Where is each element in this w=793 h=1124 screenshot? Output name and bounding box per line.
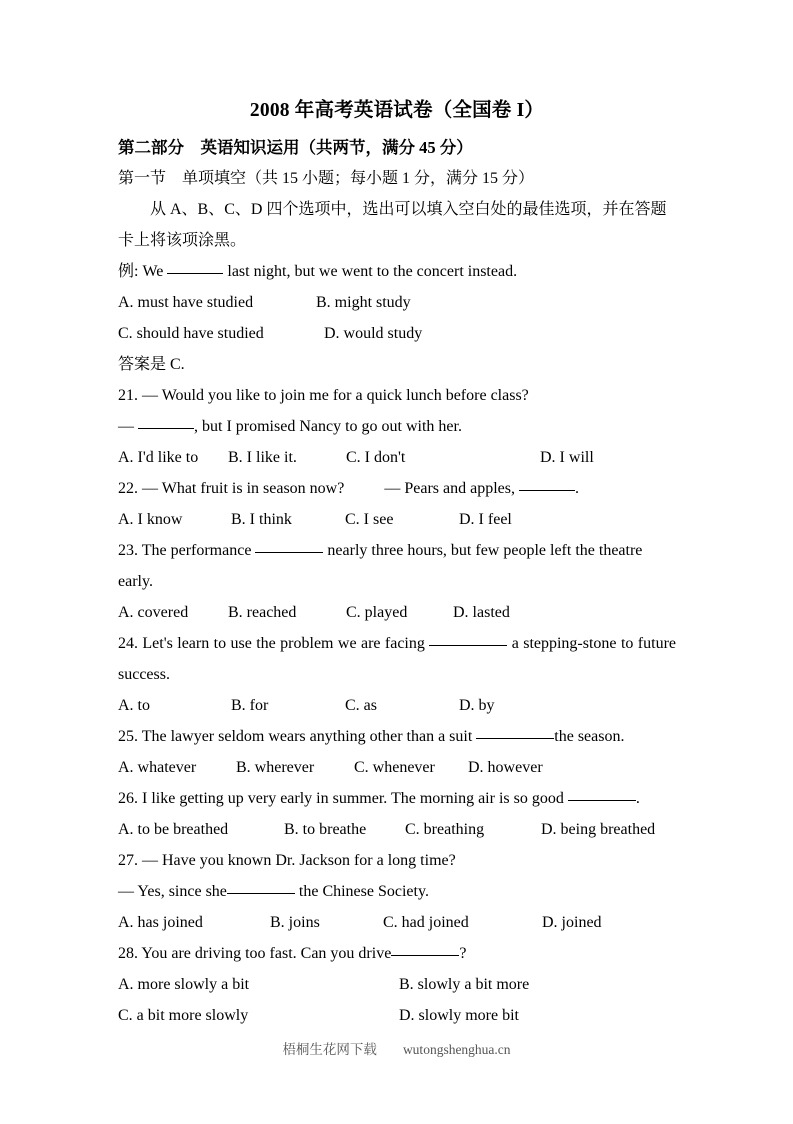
question-21-option-b: B. I like it. xyxy=(228,449,297,466)
question-24-suffix: a stepping-stone to future success. xyxy=(118,635,676,683)
question-22-part-c: . xyxy=(574,480,579,497)
question-24-stem xyxy=(118,628,676,690)
question-26-suffix: . xyxy=(635,790,640,807)
example-stem-prefix: 例: We xyxy=(118,263,168,280)
question-26-blank xyxy=(568,788,636,801)
question-28-blank xyxy=(391,943,459,956)
question-28-option-d: D. slowly more bit xyxy=(399,1007,519,1024)
question-23-option-c: C. played xyxy=(346,604,408,621)
question-24-option-b: B. for xyxy=(231,697,269,714)
question-28-option-b: B. slowly a bit more xyxy=(399,976,530,993)
question-27-option-a: A. has joined xyxy=(118,914,203,931)
question-21-stem-line-2 xyxy=(118,411,676,442)
page-title: 2008 年高考英语试卷（全国卷 I） xyxy=(249,100,545,121)
example-option-b: B. might study xyxy=(316,294,411,311)
question-23-option-b: B. reached xyxy=(228,604,297,621)
footer-watermark xyxy=(0,1038,793,1058)
instruction-line-1: 从 A、B、C、D 四个选项中，选出可以填入空白处的最佳选项，并在答题 xyxy=(150,201,667,218)
question-27-option-c: C. had joined xyxy=(383,914,469,931)
question-23-suffix: nearly three hours, but few people left the theatre early. xyxy=(118,542,647,590)
question-24-option-c: C. as xyxy=(345,697,377,714)
question-23-option-d: D. lasted xyxy=(453,604,510,621)
question-23-blank xyxy=(255,540,323,553)
question-25-option-a: A. whatever xyxy=(118,759,197,776)
question-26-option-b: B. to breathe xyxy=(284,821,367,838)
footer-site-name: 梧桐生花网下载 xyxy=(282,1042,377,1057)
question-21-suffix: , but I promised Nancy to go out with her. xyxy=(194,418,462,435)
question-22-option-a: A. I know xyxy=(118,511,183,528)
question-23-prefix: 23. The performance xyxy=(118,542,256,559)
question-26-stem xyxy=(118,783,676,814)
question-26-option-a: A. to be breathed xyxy=(118,821,229,838)
question-22-option-c: C. I see xyxy=(345,511,394,528)
section-heading: 第一节 单项填空（共 15 小题；每小题 1 分，满分 15 分） xyxy=(118,170,535,187)
question-21-option-a: A. I'd like to xyxy=(118,449,199,466)
question-25-option-c: C. whenever xyxy=(354,759,435,776)
question-27-blank xyxy=(227,881,295,894)
question-24-option-d: D. by xyxy=(459,697,495,714)
question-22-part-a: 22. — What fruit is in season now? xyxy=(118,480,345,497)
question-27-stem-line-2 xyxy=(118,876,676,907)
question-28-stem xyxy=(118,938,676,969)
question-28-options-row-2 xyxy=(118,1000,676,1031)
question-21-blank xyxy=(138,416,194,429)
part-heading: 第二部分 英语知识运用（共两节，满分 45 分） xyxy=(118,138,473,157)
question-24-blank xyxy=(429,633,507,646)
question-23-stem xyxy=(118,535,676,597)
example-stem-suffix: last night, but we went to the concert instead. xyxy=(223,263,518,280)
question-28-option-a: A. more slowly a bit xyxy=(118,976,250,993)
footer-site-url: wutongshenghua.cn xyxy=(402,1042,511,1057)
question-21-options xyxy=(118,442,676,473)
question-25-option-b: B. wherever xyxy=(236,759,315,776)
question-22-blank xyxy=(519,478,575,491)
question-23-option-a: A. covered xyxy=(118,604,189,621)
question-25-blank xyxy=(476,726,554,739)
document-body xyxy=(118,96,676,1031)
question-25-suffix: the season. xyxy=(554,728,625,745)
example-option-c: C. should have studied xyxy=(118,325,264,342)
example-stem xyxy=(118,256,676,287)
question-24-option-a: A. to xyxy=(118,697,150,714)
question-22-options xyxy=(118,504,676,535)
question-22-stem xyxy=(118,473,676,504)
question-27-suffix: the Chinese Society. xyxy=(294,883,429,900)
question-27-prefix: — Yes, since she xyxy=(118,883,227,900)
example-option-a: A. must have studied xyxy=(118,294,254,311)
example-options-row-1 xyxy=(118,287,676,318)
question-25-option-d: D. however xyxy=(468,759,543,776)
question-24-options xyxy=(118,690,676,721)
question-21-option-c: C. I don't xyxy=(346,449,406,466)
question-27-options xyxy=(118,907,676,938)
question-26-options xyxy=(118,814,676,845)
question-22-option-d: D. I feel xyxy=(459,511,512,528)
question-28-suffix: ? xyxy=(459,945,467,962)
question-28-prefix: 28. You are driving too fast. Can you drive xyxy=(118,945,392,962)
question-25-options xyxy=(118,752,676,783)
question-27-stem-line-1: 27. — Have you known Dr. Jackson for a long time? xyxy=(118,852,456,869)
question-23-options xyxy=(118,597,676,628)
question-26-option-c: C. breathing xyxy=(405,821,485,838)
question-26-prefix: 26. I like getting up very early in summer. The morning air is so good xyxy=(118,790,568,807)
question-27-option-d: D. joined xyxy=(542,914,602,931)
question-21-option-d: D. I will xyxy=(540,449,594,466)
question-22-option-b: B. I think xyxy=(231,511,292,528)
instruction-line-2: 卡上将该项涂黑。 xyxy=(118,232,247,249)
question-26-option-d: D. being breathed xyxy=(541,821,656,838)
question-28-options-row-1 xyxy=(118,969,676,1000)
question-21-prefix: — xyxy=(118,418,138,435)
question-27-option-b: B. joins xyxy=(270,914,320,931)
example-options-row-2 xyxy=(118,318,676,349)
question-21-stem-line-1: 21. — Would you like to join me for a quick lunch before class? xyxy=(118,387,529,404)
question-28-option-c: C. a bit more slowly xyxy=(118,1007,249,1024)
question-22-part-b: — Pears and apples, xyxy=(384,480,519,497)
question-24-prefix: 24. Let's learn to use the problem we are facing xyxy=(118,635,430,652)
question-25-prefix: 25. The lawyer seldom wears anything other than a suit xyxy=(118,728,477,745)
example-option-d: D. would study xyxy=(324,325,423,342)
example-blank xyxy=(167,261,223,274)
example-answer: 答案是 C. xyxy=(118,356,185,373)
question-25-stem xyxy=(118,721,676,752)
